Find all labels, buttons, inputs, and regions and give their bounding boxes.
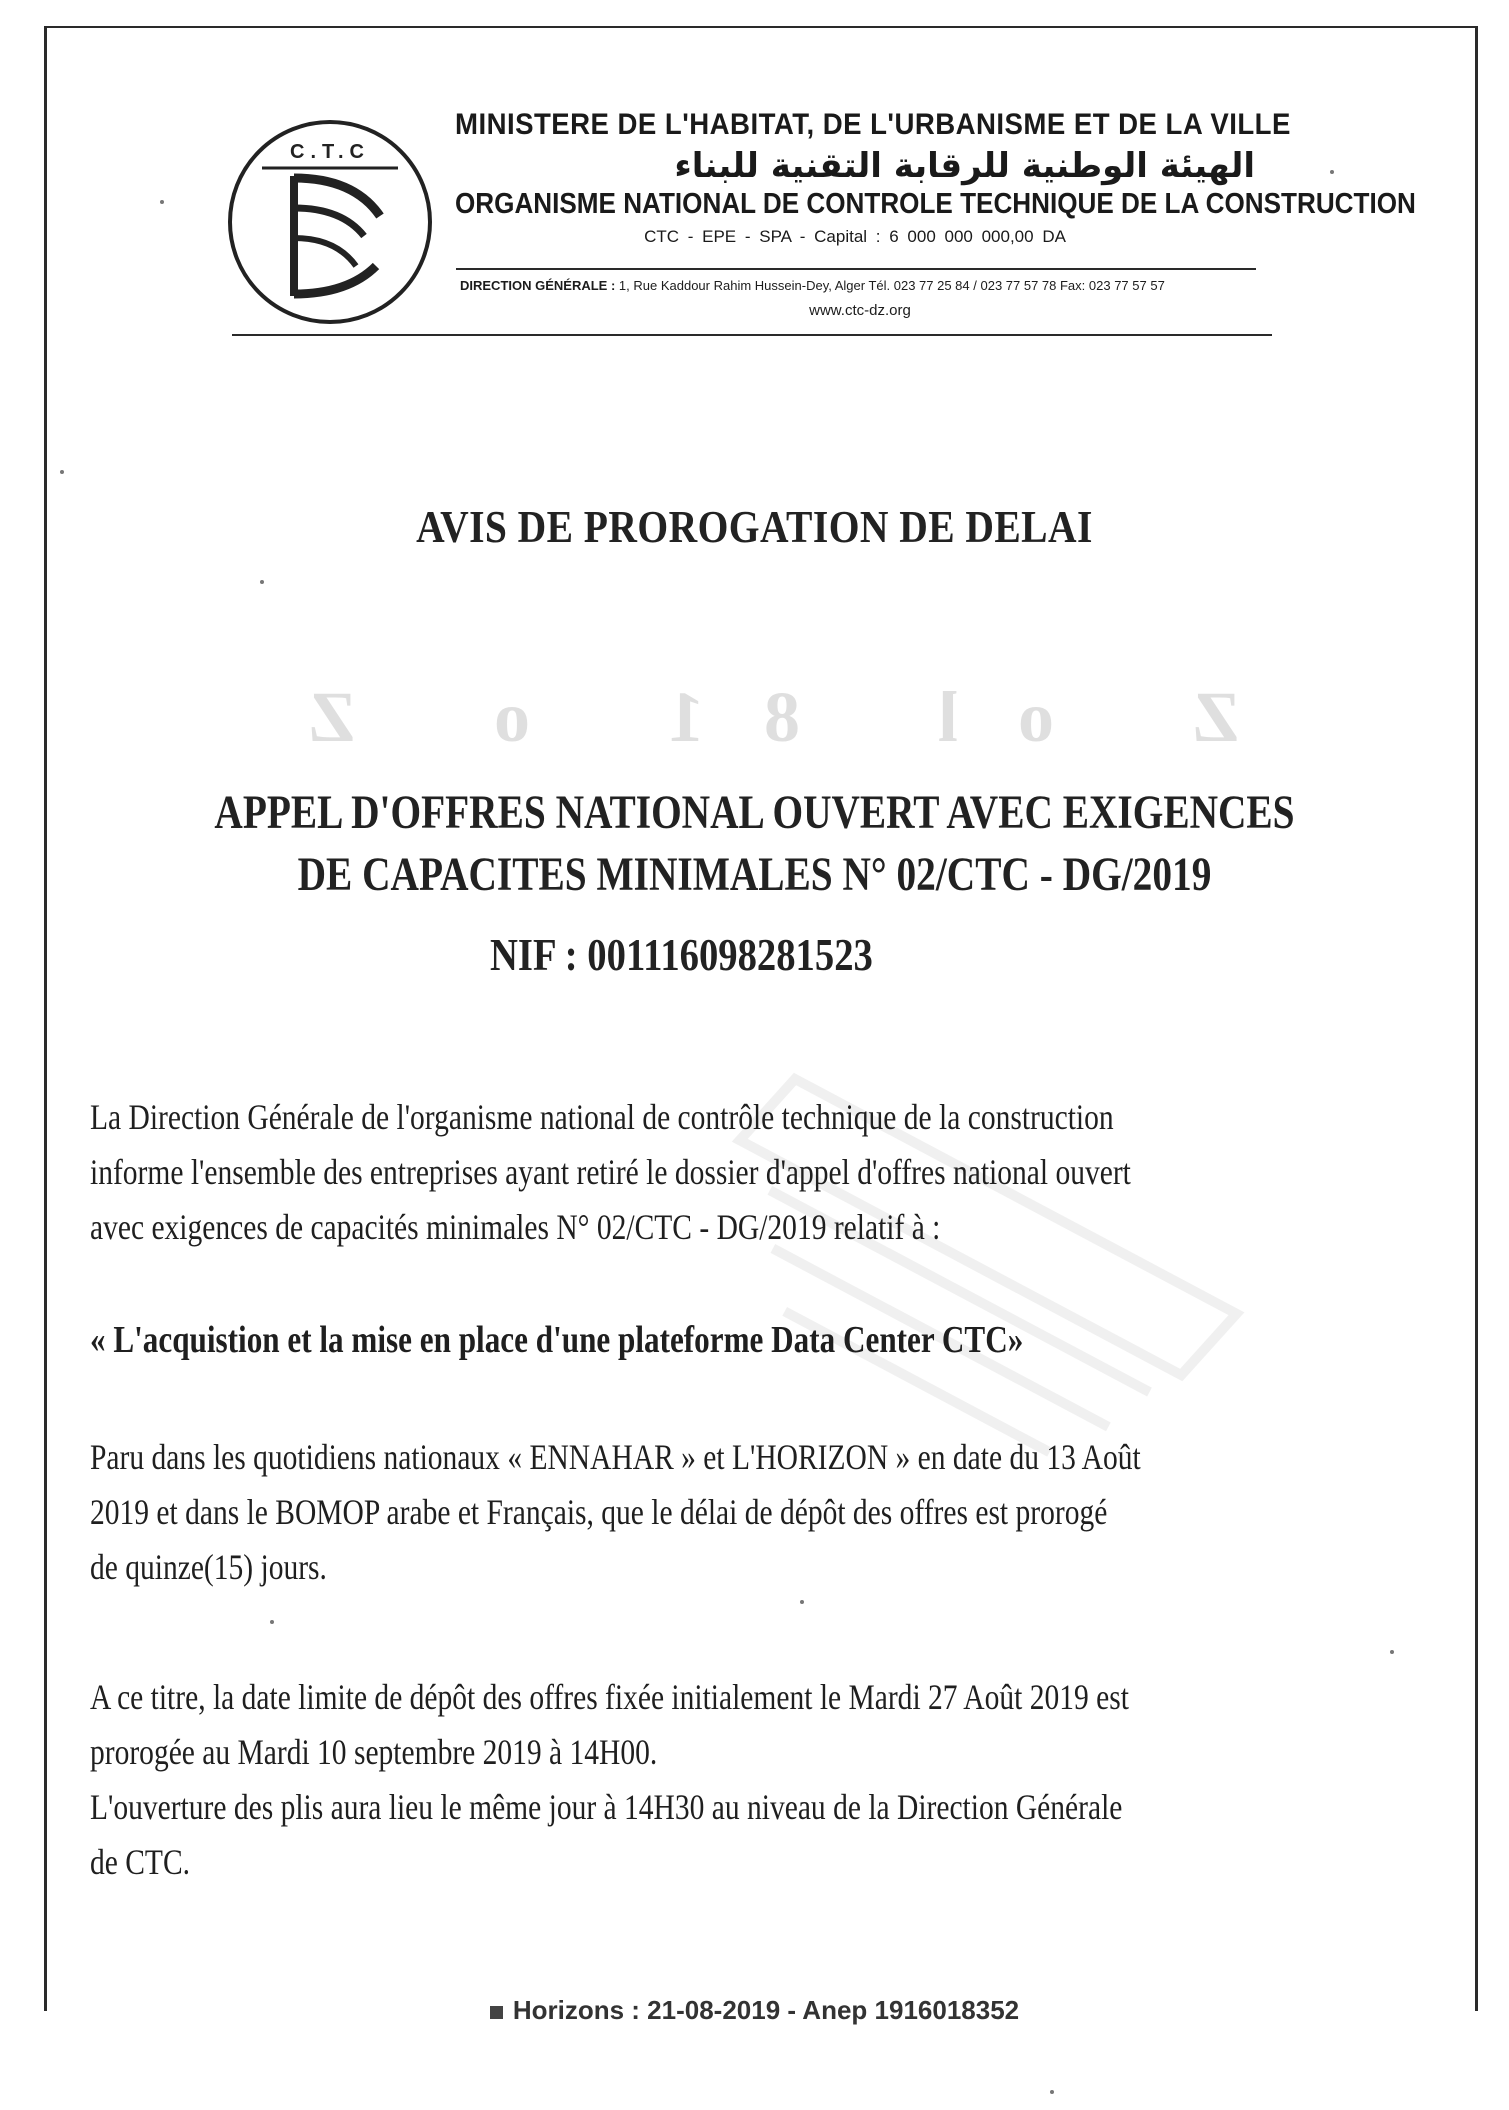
deadline-line-1: A ce titre, la date limite de dépôt des offres fixée initialement le Mardi 27 Août 2019 est xyxy=(90,1677,1129,1717)
publication-footer xyxy=(0,1995,1509,2026)
letterhead-divider xyxy=(456,268,1256,270)
address-label: DIRECTION GÉNÉRALE : xyxy=(460,278,616,293)
notice-title: AVIS DE PROROGATION DE DELAI xyxy=(416,501,1093,552)
bullet-square-icon xyxy=(490,2006,503,2019)
ministry-name: MINISTERE DE L'HABITAT, DE L'URBANISME ET DE LA VILLE xyxy=(455,108,1291,141)
intro-line-2: informe l'ensemble des entreprises ayant retiré le dossier d'appel d'offres national ouvert xyxy=(90,1152,1131,1192)
head-office-address xyxy=(460,278,1280,293)
tender-title-line-1: APPEL D'OFFRES NATIONAL OUVERT AVEC EXIGENCES xyxy=(214,786,1295,839)
company-capital: CTC - EPE - SPA - Capital : 6 000 000 000,00 DA xyxy=(644,227,1066,246)
publication-line-2: 2019 et dans le BOMOP arabe et Français, que le délai de dépôt des offres est prorogé xyxy=(90,1492,1108,1532)
publication-paragraph xyxy=(90,1430,1254,1595)
tender-title-line-2: DE CAPACITES MINIMALES N° 02/CTC - DG/2019 xyxy=(297,848,1212,901)
organisation-name: ORGANISME NATIONAL DE CONTROLE TECHNIQUE DE LA CONSTRUCTION xyxy=(455,188,1416,220)
tender-subject: « L'acquistion et la mise en place d'une plateforme Data Center CTC» xyxy=(90,1319,1024,1361)
deadline-line-2: prorogée au Mardi 10 septembre 2019 à 14H00. xyxy=(90,1732,658,1772)
tender-title xyxy=(0,782,1509,906)
intro-paragraph xyxy=(90,1090,1254,1255)
publication-line-3: de quinze(15) jours. xyxy=(90,1547,327,1587)
website-address: www.ctc-dz.org xyxy=(809,302,911,319)
publication-reference: Horizons : 21-08-2019 - Anep 1916018352 xyxy=(512,1995,1020,2025)
ctc-logo xyxy=(224,116,436,328)
publication-line-1: Paru dans les quotidiens nationaux « ENNAHAR » et L'HORIZON » en date du 13 Août xyxy=(90,1437,1141,1477)
ctc-logo-text: C.T.C xyxy=(290,141,370,163)
tax-id-number: NIF : 001116098281523 xyxy=(490,929,873,980)
opening-line-2: de CTC. xyxy=(90,1842,191,1882)
letterhead-bottom-rule xyxy=(232,334,1272,336)
arabic-organisation-name: الهيئة الوطنية للرقابة التقنية للبناء xyxy=(674,146,1255,186)
letterhead xyxy=(455,108,1416,247)
intro-line-3: avec exigences de capacités minimales N° 02/CTC - DG/2019 relatif à : xyxy=(90,1207,941,1247)
opening-line-1: L'ouverture des plis aura lieu le même jour à 14H30 au niveau de la Direction Générale xyxy=(90,1787,1123,1827)
deadline-paragraph xyxy=(90,1670,1254,1890)
bleed-through-text: Z ol 81 o Z xyxy=(247,677,1240,757)
address-text: 1, Rue Kaddour Rahim Hussein-Dey, Alger Tél. 023 77 25 84 / 023 77 57 78 Fax: 023 77 57 57 xyxy=(618,278,1165,293)
intro-line-1: La Direction Générale de l'organisme national de contrôle technique de la construction xyxy=(90,1097,1114,1137)
